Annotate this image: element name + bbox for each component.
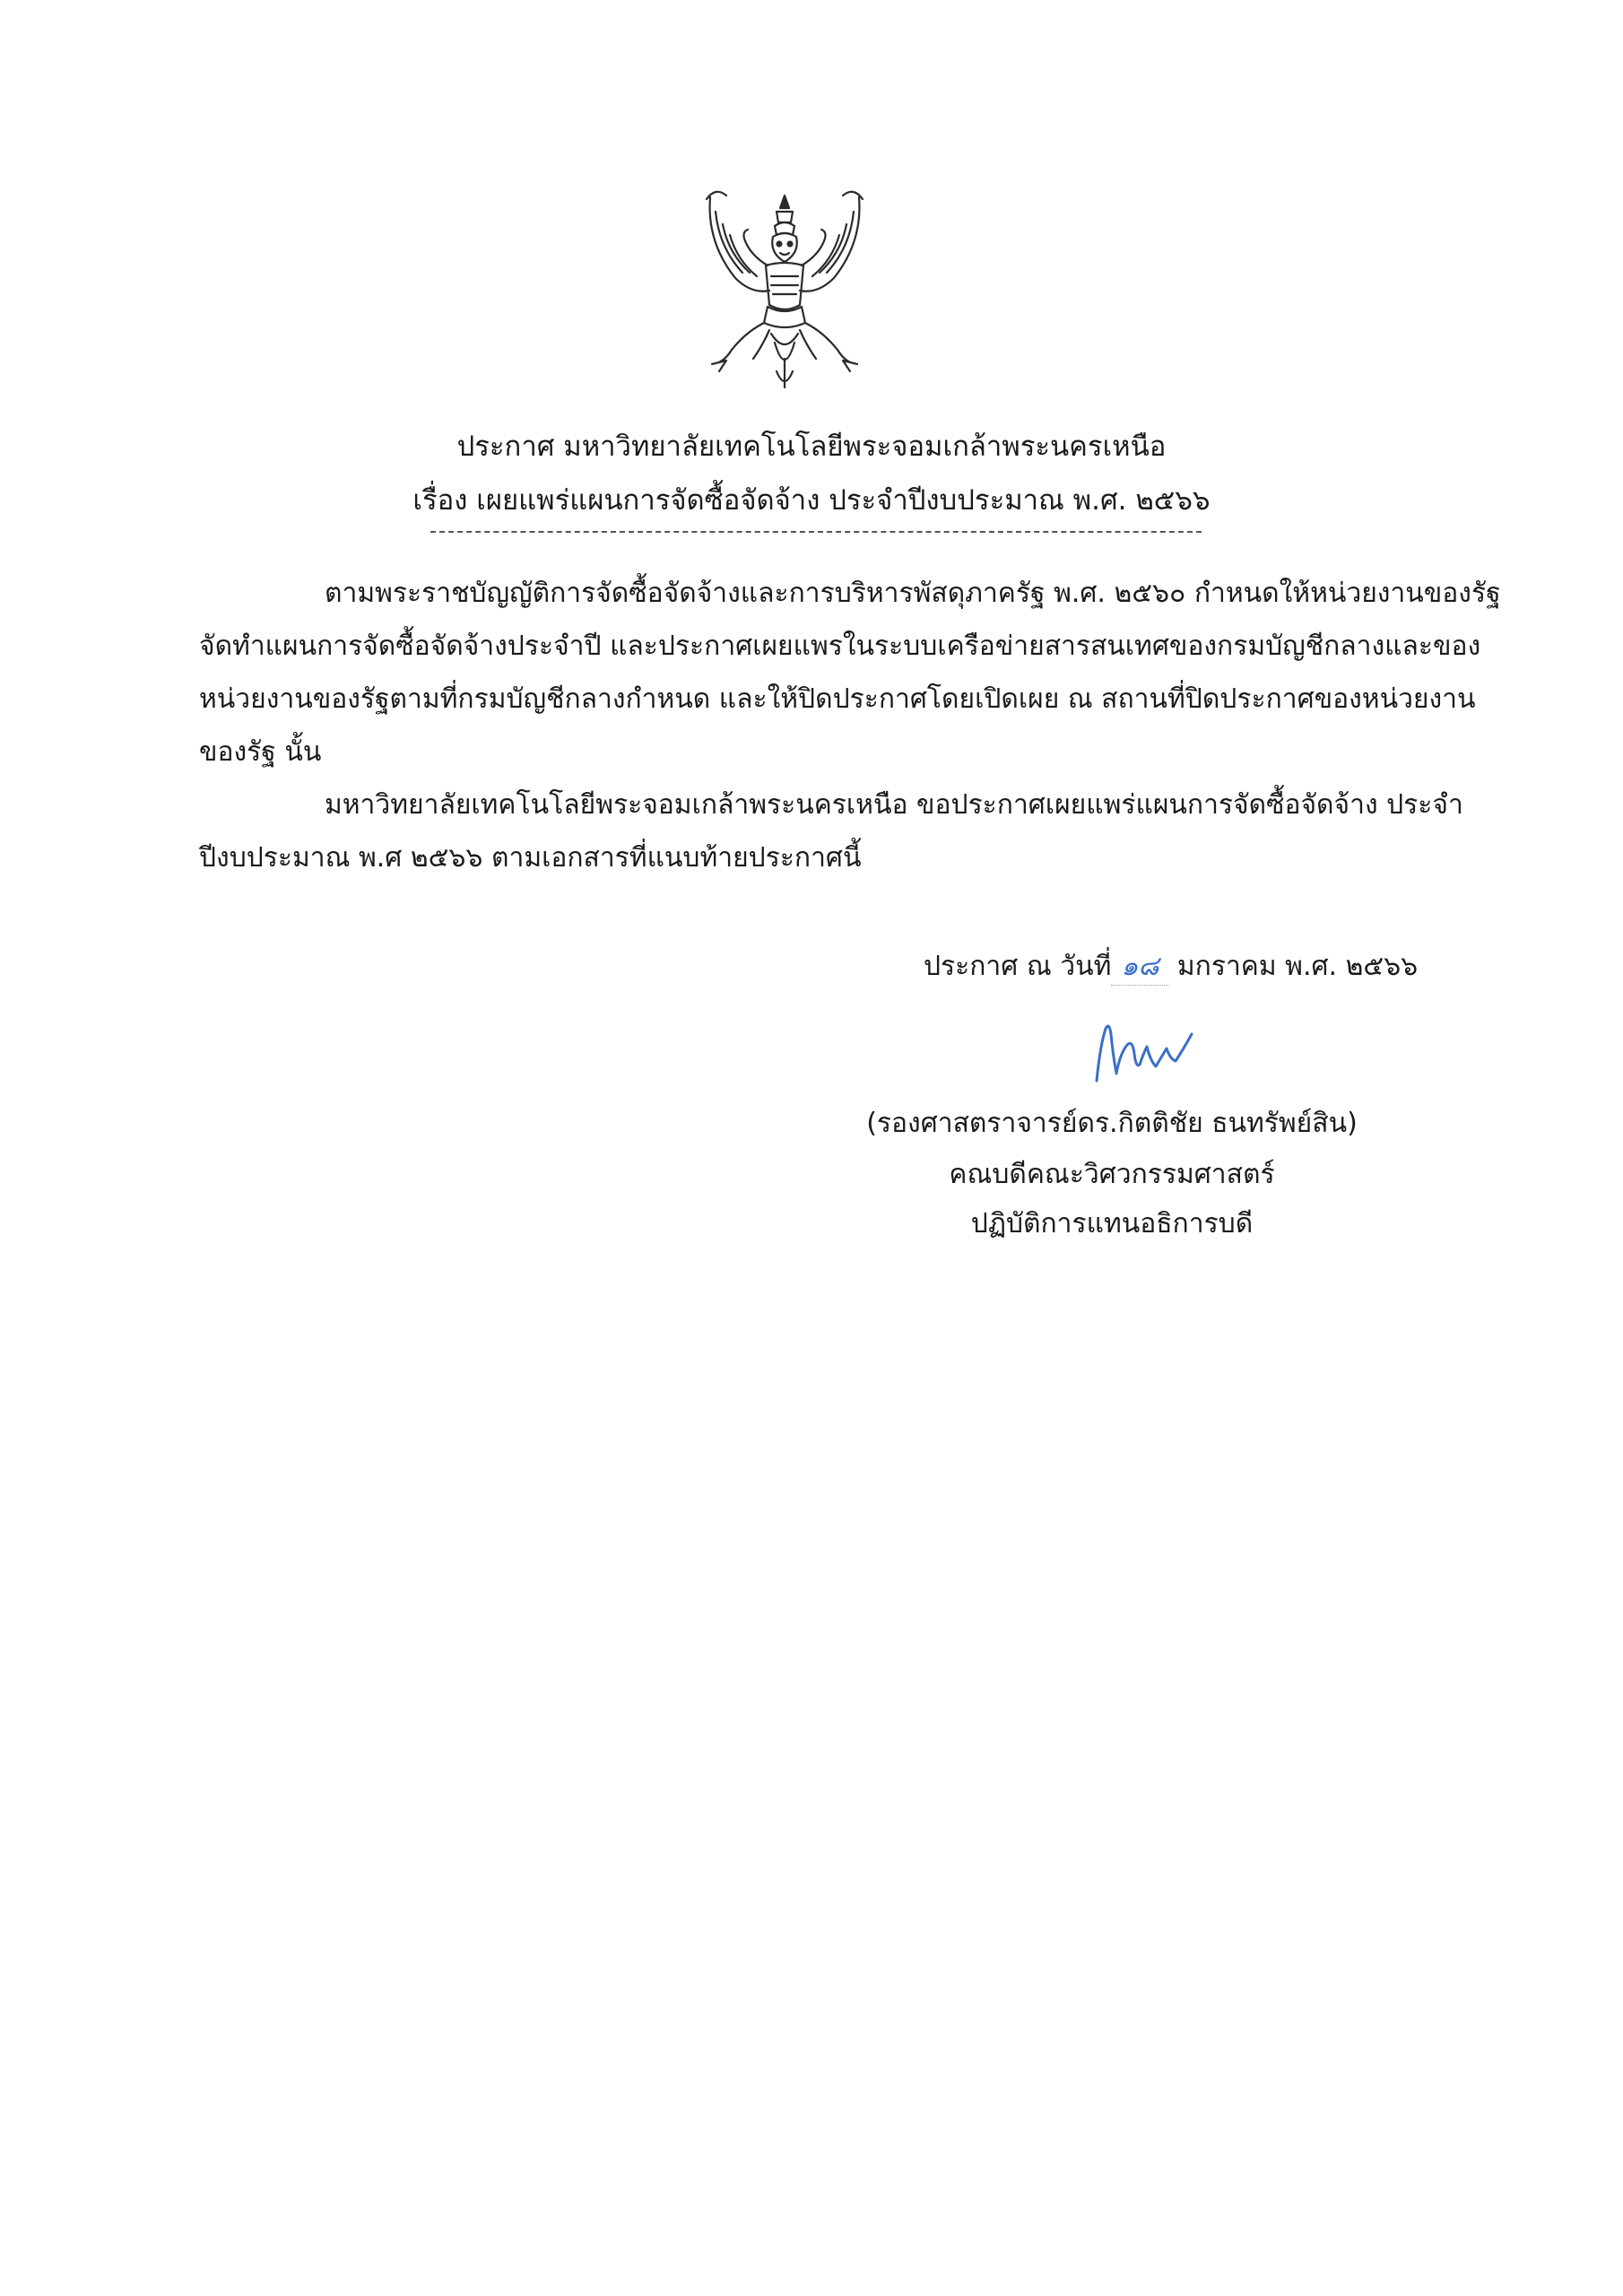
paragraph-line: จัดทำแผนการจัดซื้อจัดจ้างประจำปี และประกาศเผยแพรในระบบเครือข่ายสารสนเทศของกรมบัญชีกลางและของ (199, 631, 1481, 662)
garuda-emblem-icon (699, 179, 870, 395)
paragraph-line: หน่วยงานของรัฐตามที่กรมบัญชีกลางกำหนด และให้ปิดประกาศโดยเปิดเผย ณ สถานที่ปิดประกาศของหน่วยงาน (199, 683, 1476, 715)
announcement-date (924, 949, 1418, 986)
paragraph-line: ของรัฐ นั้น (199, 736, 322, 768)
signatory-position: คณบดีคณะวิศวกรรมศาสตร์ (949, 1159, 1275, 1190)
signatory-name: (รองศาสตราจารย์ดร.กิตติชัย ธนทรัพย์สิน) (866, 1108, 1358, 1139)
body-paragraph-1 (199, 567, 1501, 778)
announcement-subject: เรื่อง เผยแพร่แผนการจัดซื้อจัดจ้าง ประจำปีงบประมาณ พ.ศ. ๒๕๖๖ (412, 484, 1211, 517)
handwritten-signature (1081, 1018, 1215, 1090)
signatory-acting-title: ปฏิบัติการแทนอธิการบดี (970, 1208, 1254, 1239)
body-paragraph-2 (199, 778, 1463, 884)
paragraph-line: มหาวิทยาลัยเทคโนโลยีพระจอมเกล้าพระนครเหนือ ขอประกาศเผยแพร่แผนการจัดซื้อจัดจ้าง ประจำ (325, 789, 1463, 821)
date-month-year: มกราคม พ.ศ. ๒๕๖๖ (1176, 951, 1419, 982)
date-prefix: ประกาศ ณ วันที่ (924, 951, 1112, 982)
date-day: ๑๘ (1111, 949, 1168, 986)
paragraph-line: ตามพระราชบัญญัติการจัดซื้อจัดจ้างและการบริหารพัสดุภาครัฐ พ.ศ. ๒๕๖๐ กำหนดให้หน่วยงานของรัฐ (325, 578, 1501, 609)
dashed-divider (430, 531, 1202, 533)
announcement-title: ประกาศ มหาวิทยาลัยเทคโนโลยีพระจอมเกล้าพระนครเหนือ (456, 430, 1167, 463)
paragraph-line: ปีงบประมาณ พ.ศ ๒๕๖๖ ตามเอกสารที่แนบท้ายประกาศนี้ (199, 842, 862, 874)
